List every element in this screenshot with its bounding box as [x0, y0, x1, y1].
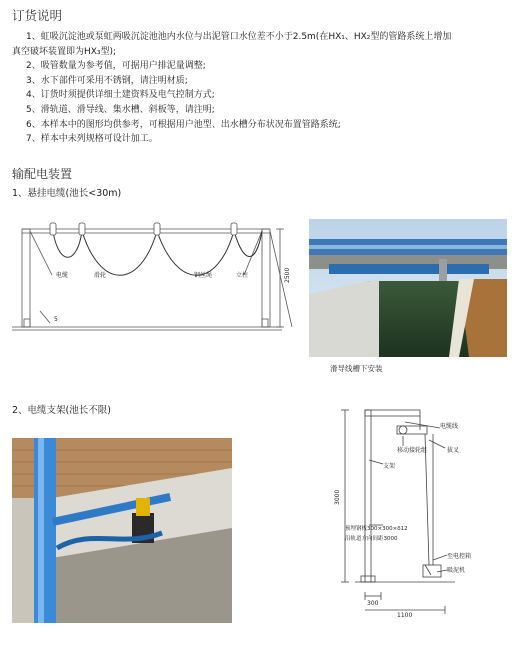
dredger-label: 吸泥机 [447, 567, 466, 574]
embedded-plate-label: 预埋钢板300×300×δ12 [345, 526, 408, 532]
subsection-1-title: 1、悬挂电缆(池长<30m) [12, 188, 122, 199]
note-4: 4、订货时须提供详细土建资料及电气控制方式; [26, 90, 215, 101]
fork-label: 拔叉 [447, 447, 460, 454]
pulley-label: 滑轮 [94, 272, 107, 279]
note-6: 6、本样本中的图形均供参考，可根据用户池型、出水槽分布状况布置管路系统; [26, 119, 341, 130]
height-3000-dimension: 3000 [334, 489, 341, 505]
number-5-label: 5 [54, 316, 58, 323]
section-title: 输配电装置 [12, 167, 73, 181]
cable-label: 电缆 [56, 272, 69, 279]
height-dimension: 2500 [284, 267, 291, 283]
control-box-label: 至电控箱 [447, 553, 472, 560]
bracket-label: 支架 [383, 463, 396, 470]
note-1-cont: 真空破坏装置即为HX₃型); [12, 46, 117, 57]
note-5: 5、滑轨道、滑导线、集水槽、斜板等，请注明; [26, 104, 215, 115]
note-2: 2、吸管数量为参考值，可据用户排泥量调整; [26, 61, 206, 72]
subsection-2-title: 2、电缆支架(池长不限) [12, 405, 111, 416]
rail-spacing-label: 沿轨道方向间距3000 [345, 536, 398, 542]
page-title: 订货说明 [12, 8, 63, 23]
note-3: 3、水下部件可采用不锈钢，请注明材质; [26, 75, 188, 86]
width-1100-dimension: 1100 [397, 612, 413, 618]
width-300-dimension: 300 [367, 600, 379, 607]
photo-caption: 滑导线槽下安装 [330, 364, 383, 373]
bracket-column [365, 410, 371, 582]
right-post [262, 229, 270, 327]
wire-rope-label: 钢丝绳 [194, 272, 213, 279]
suspended-cable-diagram [12, 205, 297, 350]
wheel-icon [399, 426, 407, 434]
cable-bracket-diagram [325, 400, 515, 618]
left-post [22, 229, 30, 327]
cable-line-label: 电缆线 [440, 423, 459, 430]
cable-bracket-photo [12, 438, 232, 623]
post-label: 立柱 [236, 272, 249, 279]
note-1: 1、虹吸沉淀池或泵虹两吸沉淀池池内水位与出泥管口水位差不小于2.5m(在HX₁、HX₂型的管路系统上增加 [26, 32, 452, 42]
order-notes [12, 30, 517, 147]
tank-photo [309, 219, 507, 357]
moving-wheel-label: 移动接轮组 [397, 447, 428, 454]
note-7: 7、样本中未列规格可设计加工。 [26, 134, 158, 145]
